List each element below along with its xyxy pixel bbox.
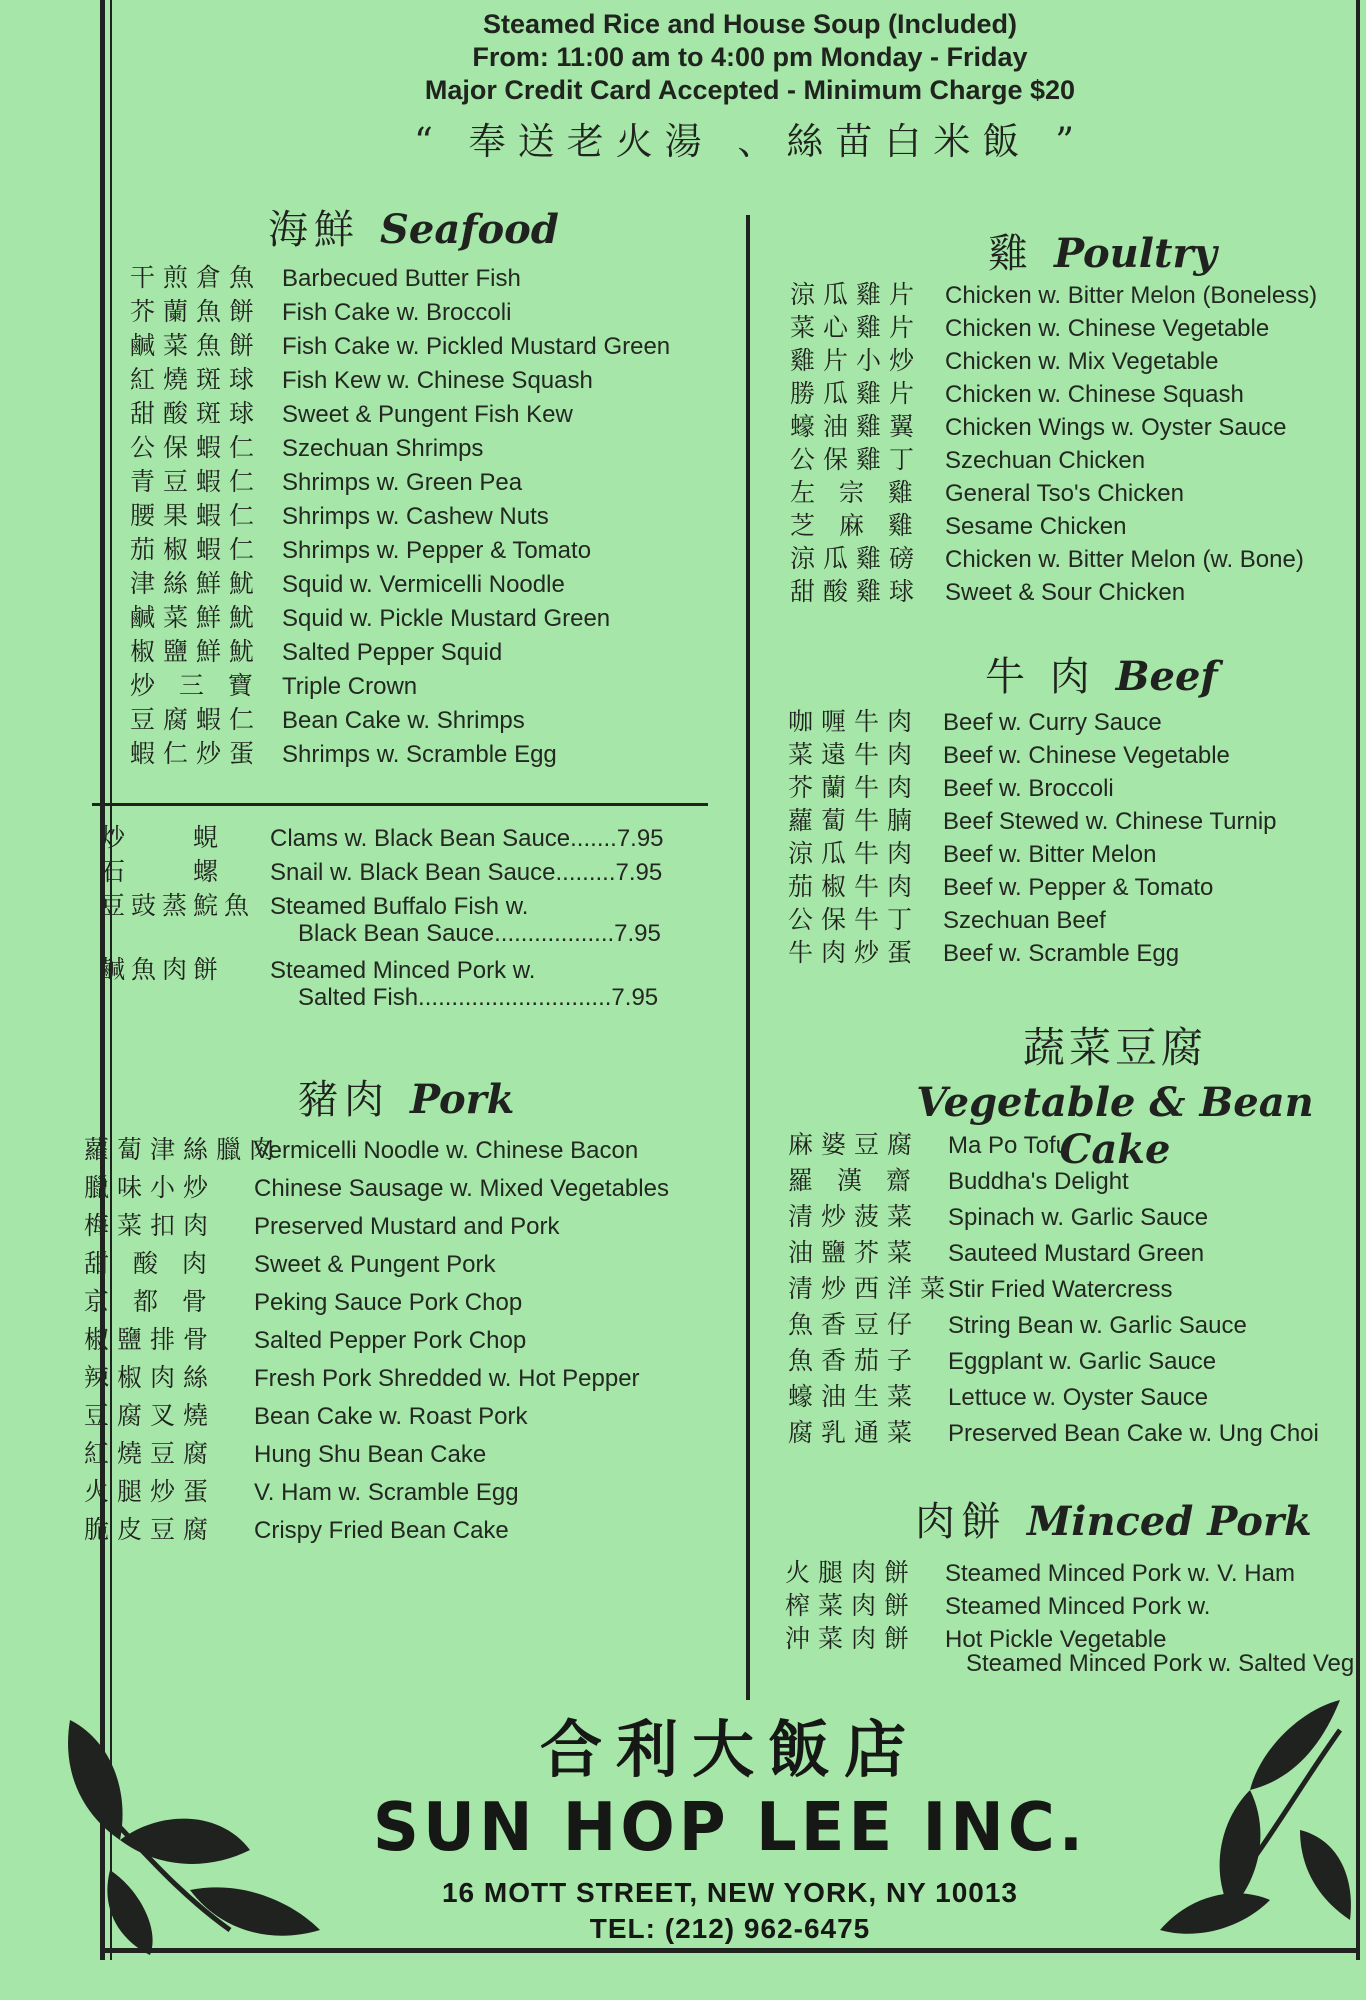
menu-item xyxy=(84,1396,669,1434)
menu-item-en: Chicken w. Bitter Melon (Boneless) xyxy=(945,282,1318,309)
menu-item xyxy=(84,1358,669,1396)
vegetable-title-en: Vegetable & Bean Cake xyxy=(916,1079,1314,1173)
vegetable-list xyxy=(788,1125,1319,1449)
menu-item-cn: 芥蘭牛肉 xyxy=(788,773,921,802)
menu-item xyxy=(130,258,670,292)
menu-item-en: Ma Po Tofu xyxy=(948,1132,1069,1159)
seafood-title-cn: 海鮮 xyxy=(268,207,360,253)
menu-item-en: Hot Pickle Vegetable xyxy=(945,1626,1167,1653)
menu-item-en: Eggplant w. Garlic Sauce xyxy=(948,1348,1217,1375)
menu-item xyxy=(84,1244,669,1282)
menu-item xyxy=(130,632,670,666)
menu-item xyxy=(788,900,1277,933)
menu-item xyxy=(788,1377,1319,1413)
priced-item xyxy=(100,852,664,886)
menu-item-cn: 鹹菜魚餅 xyxy=(130,331,263,360)
menu-item-en: Chicken w. Bitter Melon (w. Bone) xyxy=(945,546,1304,573)
menu-item-en: Preserved Mustard and Pork xyxy=(254,1213,560,1240)
menu-item-en: Beef w. Curry Sauce xyxy=(943,709,1162,736)
menu-item-en: Crispy Fried Bean Cake xyxy=(254,1517,509,1544)
menu-item xyxy=(84,1434,669,1472)
menu-item-cn: 芝 麻 雞 xyxy=(790,511,921,540)
menu-item-cn: 脆皮豆腐 xyxy=(84,1515,217,1544)
menu-item-cn: 芥蘭魚餅 xyxy=(130,297,263,326)
menu-item-cn: 榨菜肉餅 xyxy=(785,1591,918,1620)
menu-item xyxy=(790,407,1317,440)
menu-item xyxy=(130,666,670,700)
menu-item-cn: 腐乳通菜 xyxy=(788,1418,921,1447)
pork-title-cn: 豬肉 xyxy=(298,1077,390,1123)
menu-item-en: Preserved Bean Cake w. Ung Choi xyxy=(948,1420,1319,1447)
menu-item-cn: 甜 酸 肉 xyxy=(84,1249,215,1278)
menu-item-en: Beef w. Chinese Vegetable xyxy=(943,742,1230,769)
menu-item xyxy=(130,326,670,360)
menu-item-en: Bean Cake w. Shrimps xyxy=(282,707,525,734)
menu-item-cn: 涼瓜牛肉 xyxy=(788,839,921,868)
menu-item-cn: 菜心雞片 xyxy=(790,313,923,342)
menu-item-cn: 紅燒豆腐 xyxy=(84,1439,217,1468)
menu-item xyxy=(788,801,1277,834)
header-line-credit: Major Credit Card Accepted - Minimum Charge $20 xyxy=(424,75,1076,105)
menu-item-en: Steamed Minced Pork w. V. Ham xyxy=(945,1560,1295,1587)
menu-item xyxy=(84,1320,669,1358)
priced-item-cn: 石 螺 xyxy=(100,857,225,886)
menu-item-en: Szechuan Beef xyxy=(943,907,1106,934)
menu-item xyxy=(788,768,1277,801)
menu-item-en: Barbecued Butter Fish xyxy=(282,265,521,292)
menu-item-en: Spinach w. Garlic Sauce xyxy=(948,1204,1209,1231)
menu-item-cn: 麻婆豆腐 xyxy=(788,1130,921,1159)
border-right xyxy=(1356,0,1360,1960)
restaurant-address: 16 MOTT STREET, NEW YORK, NY 10013 xyxy=(441,1877,1018,1908)
beef-title-en: Beef xyxy=(1115,653,1218,700)
menu-item xyxy=(790,275,1317,308)
priced-item-en: Snail w. Black Bean Sauce.........7.95 xyxy=(270,859,663,886)
menu-item-cn: 炒 三 寶 xyxy=(130,671,261,700)
minced-pork-title xyxy=(915,1490,1312,1547)
menu-item-cn: 紅燒斑球 xyxy=(130,365,263,394)
menu-item-cn: 牛肉炒蛋 xyxy=(788,938,921,967)
header-line-chinese: “ 奉送老火湯 、絲苗白米飯 ” xyxy=(413,120,1087,163)
menu-item xyxy=(130,598,670,632)
menu-item-en: Salted Pepper Pork Chop xyxy=(254,1327,527,1354)
menu-item xyxy=(84,1206,669,1244)
column-divider xyxy=(746,215,750,1700)
menu-item xyxy=(788,702,1277,735)
menu-item-cn: 清炒西洋菜 xyxy=(788,1274,954,1303)
menu-item-cn: 公保蝦仁 xyxy=(130,433,263,462)
menu-item-en: Shrimps w. Scramble Egg xyxy=(282,741,557,768)
menu-item-en: Szechuan Chicken xyxy=(945,447,1146,474)
menu-item-cn: 雞片小炒 xyxy=(790,346,923,375)
menu-item-cn: 勝瓜雞片 xyxy=(790,379,923,408)
priced-item-continuation: Salted Fish.............................7.95 xyxy=(298,984,659,1011)
menu-item-en: Beef Stewed w. Chinese Turnip xyxy=(943,808,1277,835)
restaurant-footer xyxy=(330,1700,1130,1945)
beef-list xyxy=(788,702,1277,966)
menu-item xyxy=(788,1161,1319,1197)
menu-item-cn: 火腿炒蛋 xyxy=(84,1477,217,1506)
menu-item-cn: 津絲鮮魷 xyxy=(130,569,263,598)
menu-item-cn: 鹹菜鮮魷 xyxy=(130,603,263,632)
menu-item-cn: 清炒菠菜 xyxy=(788,1202,921,1231)
menu-item-cn: 火腿肉餅 xyxy=(785,1558,918,1587)
menu-item xyxy=(788,933,1277,966)
menu-item-cn: 菜遠牛肉 xyxy=(788,740,921,769)
menu-item-cn: 梅菜扣肉 xyxy=(84,1211,217,1240)
menu-item xyxy=(790,473,1317,506)
menu-item-en: Stir Fried Watercress xyxy=(948,1276,1173,1303)
menu-item-cn: 涼瓜雞磅 xyxy=(790,544,923,573)
menu-item-en: Bean Cake w. Roast Pork xyxy=(254,1403,528,1430)
priced-item-en: Clams w. Black Bean Sauce.......7.95 xyxy=(270,825,664,852)
menu-item-cn: 甜酸斑球 xyxy=(130,399,263,428)
menu-item xyxy=(788,1413,1319,1449)
menu-header xyxy=(300,0,1200,165)
restaurant-phone: TEL: (212) 962-6475 xyxy=(589,1913,871,1944)
menu-item-cn: 臘味小炒 xyxy=(84,1173,217,1202)
menu-item xyxy=(790,539,1317,572)
menu-item-en: Sesame Chicken xyxy=(945,513,1127,540)
menu-item-en: Triple Crown xyxy=(282,673,418,700)
minced-pork-extra: Steamed Minced Pork w. Salted Veg xyxy=(966,1650,1355,1677)
header-line-included: Steamed Rice and House Soup (Included) xyxy=(482,9,1018,39)
menu-item xyxy=(785,1553,1295,1586)
menu-item-en: Sweet & Sour Chicken xyxy=(945,579,1186,606)
beef-title-cn: 牛 肉 xyxy=(985,654,1096,700)
poultry-title xyxy=(988,222,1217,279)
priced-item xyxy=(100,886,664,920)
priced-item-cn: 鹹魚肉餅 xyxy=(100,955,225,984)
menu-item-cn: 左 宗 雞 xyxy=(790,478,921,507)
menu-item-en: V. Ham w. Scramble Egg xyxy=(254,1479,519,1506)
menu-item-cn: 公保牛丁 xyxy=(788,905,921,934)
priced-item xyxy=(100,818,664,852)
menu-item-cn: 魚香豆仔 xyxy=(788,1310,921,1339)
menu-item-cn: 沖菜肉餅 xyxy=(785,1624,918,1653)
menu-item xyxy=(788,867,1277,900)
menu-item xyxy=(790,374,1317,407)
menu-item xyxy=(785,1619,1295,1652)
menu-item-en: Vermicelli Noodle w. Chinese Bacon xyxy=(254,1137,639,1164)
poultry-title-cn: 雞 xyxy=(988,231,1034,277)
menu-item-en: Beef w. Pepper & Tomato xyxy=(943,874,1214,901)
menu-item-cn: 蠔油雞翼 xyxy=(790,412,923,441)
menu-item xyxy=(788,1125,1319,1161)
restaurant-name-en: SUN HOP LEE INC. xyxy=(372,1789,1088,1867)
menu-item-cn: 蘿蔔津絲臘肉 xyxy=(84,1135,283,1164)
menu-item-cn: 涼瓜雞片 xyxy=(790,280,923,309)
menu-item-cn: 蝦仁炒蛋 xyxy=(130,739,263,768)
menu-item-en: Hung Shu Bean Cake xyxy=(254,1441,487,1468)
poultry-title-en: Poultry xyxy=(1054,230,1217,277)
menu-item xyxy=(130,462,670,496)
menu-item-cn: 魚香茄子 xyxy=(788,1346,921,1375)
menu-item xyxy=(788,1197,1319,1233)
menu-item-en: Shrimps w. Pepper & Tomato xyxy=(282,537,592,564)
menu-item-cn: 椒鹽排骨 xyxy=(84,1325,217,1354)
menu-item xyxy=(790,506,1317,539)
leaf-ornament-left-icon xyxy=(50,1700,340,1960)
minced-pork-list xyxy=(785,1553,1295,1652)
priced-item-en: Steamed Minced Pork w. xyxy=(270,957,536,984)
menu-item-en: Fish Kew w. Chinese Squash xyxy=(282,367,593,394)
menu-item-cn: 羅 漢 齋 xyxy=(788,1166,919,1195)
menu-item-en: General Tso's Chicken xyxy=(945,480,1184,507)
menu-item xyxy=(130,734,670,768)
beef-title xyxy=(985,645,1218,702)
menu-item-en: Fresh Pork Shredded w. Hot Pepper xyxy=(254,1365,640,1392)
menu-item-en: Steamed Minced Pork w. xyxy=(945,1593,1211,1620)
seafood-divider xyxy=(92,803,708,806)
menu-item-cn: 咖喱牛肉 xyxy=(788,707,921,736)
menu-item-en: Beef w. Broccoli xyxy=(943,775,1114,802)
menu-item xyxy=(790,308,1317,341)
menu-item-cn: 公保雞丁 xyxy=(790,445,923,474)
menu-item-en: Szechuan Shrimps xyxy=(282,435,484,462)
menu-item-cn: 茄椒蝦仁 xyxy=(130,535,263,564)
priced-item-cn: 炒 蜆 xyxy=(100,823,225,852)
menu-item xyxy=(788,1269,1319,1305)
restaurant-name-cn: 合利大飯店 xyxy=(539,1713,920,1786)
menu-item xyxy=(84,1130,669,1168)
seafood-title xyxy=(268,198,559,255)
menu-item-en: Chicken w. Mix Vegetable xyxy=(945,348,1219,375)
menu-item-en: Chicken w. Chinese Squash xyxy=(945,381,1244,408)
menu-item-en: Squid w. Pickle Mustard Green xyxy=(282,605,611,632)
menu-item xyxy=(788,1305,1319,1341)
menu-item-cn: 辣椒肉絲 xyxy=(84,1363,217,1392)
menu-item-cn: 椒鹽鮮魷 xyxy=(130,637,263,666)
menu-item xyxy=(130,394,670,428)
menu-item-cn: 腰果蝦仁 xyxy=(130,501,263,530)
menu-item-en: Sweet & Pungent Fish Kew xyxy=(282,401,573,428)
menu-item-cn: 甜酸雞球 xyxy=(790,577,923,606)
menu-item-en: Chinese Sausage w. Mixed Vegetables xyxy=(254,1175,669,1202)
menu-item xyxy=(790,440,1317,473)
minced-pork-title-en: Minced Pork xyxy=(1027,1498,1312,1545)
leaf-ornament-right-icon xyxy=(1140,1690,1360,1950)
menu-item-en: Chicken w. Chinese Vegetable xyxy=(945,315,1270,342)
priced-item-en: Steamed Buffalo Fish w. xyxy=(270,893,529,920)
minced-pork-title-cn: 肉餅 xyxy=(915,1499,1007,1545)
menu-item xyxy=(130,530,670,564)
menu-item-cn: 青豆蝦仁 xyxy=(130,467,263,496)
menu-item xyxy=(130,496,670,530)
menu-item-en: Lettuce w. Oyster Sauce xyxy=(948,1384,1209,1411)
menu-item-en: Beef w. Scramble Egg xyxy=(943,940,1180,967)
menu-item-en: Buddha's Delight xyxy=(948,1168,1129,1195)
seafood-list xyxy=(130,258,670,768)
menu-item-en: Sauteed Mustard Green xyxy=(948,1240,1205,1267)
menu-item xyxy=(790,572,1317,605)
menu-item xyxy=(130,564,670,598)
menu-item-cn: 油鹽芥菜 xyxy=(788,1238,921,1267)
menu-item-cn: 京 都 骨 xyxy=(84,1287,215,1316)
priced-item-continuation: Black Bean Sauce..................7.95 xyxy=(298,920,661,947)
menu-item xyxy=(84,1472,669,1510)
menu-item-en: Shrimps w. Green Pea xyxy=(282,469,523,496)
menu-item-en: Fish Cake w. Pickled Mustard Green xyxy=(282,333,671,360)
menu-item-en: Shrimps w. Cashew Nuts xyxy=(282,503,549,530)
menu-item-en: Sweet & Pungent Pork xyxy=(254,1251,496,1278)
menu-item xyxy=(785,1586,1295,1619)
vegetable-title-cn: 蔬菜豆腐 xyxy=(1022,1023,1207,1072)
menu-item-cn: 豆腐蝦仁 xyxy=(130,705,263,734)
menu-item xyxy=(788,735,1277,768)
menu-item-cn: 蠔油生菜 xyxy=(788,1382,921,1411)
menu-item xyxy=(788,1341,1319,1377)
menu-item-en: String Bean w. Garlic Sauce xyxy=(948,1312,1247,1339)
menu-item-cn: 干煎倉魚 xyxy=(130,263,263,292)
menu-item xyxy=(790,341,1317,374)
menu-item xyxy=(130,360,670,394)
menu-item-en: Peking Sauce Pork Chop xyxy=(254,1289,523,1316)
menu-item-en: Chicken Wings w. Oyster Sauce xyxy=(945,414,1287,441)
menu-item xyxy=(130,292,670,326)
poultry-list xyxy=(790,275,1317,605)
header-line-hours: From: 11:00 am to 4:00 pm Monday - Friday xyxy=(472,42,1028,72)
menu-item-en: Salted Pepper Squid xyxy=(282,639,503,666)
menu-item-en: Squid w. Vermicelli Noodle xyxy=(282,571,565,598)
menu-item xyxy=(84,1510,669,1548)
menu-item xyxy=(84,1168,669,1206)
menu-item xyxy=(130,428,670,462)
menu-item xyxy=(788,834,1277,867)
priced-item-cn: 豆豉蒸鯇魚 xyxy=(100,891,256,920)
pork-title xyxy=(298,1068,514,1125)
menu-item-cn: 蘿蔔牛腩 xyxy=(788,806,921,835)
menu-item-cn: 茄椒牛肉 xyxy=(788,872,921,901)
priced-specials-list xyxy=(100,818,664,1014)
menu-item xyxy=(130,700,670,734)
seafood-title-en: Seafood xyxy=(380,206,559,253)
priced-item xyxy=(100,950,664,984)
pork-list xyxy=(84,1130,669,1548)
menu-item xyxy=(84,1282,669,1320)
menu-item-cn: 豆腐叉燒 xyxy=(84,1401,217,1430)
menu-item-en: Fish Cake w. Broccoli xyxy=(282,299,512,326)
menu-item xyxy=(788,1233,1319,1269)
pork-title-en: Pork xyxy=(410,1076,515,1123)
menu-item-en: Beef w. Bitter Melon xyxy=(943,841,1157,868)
